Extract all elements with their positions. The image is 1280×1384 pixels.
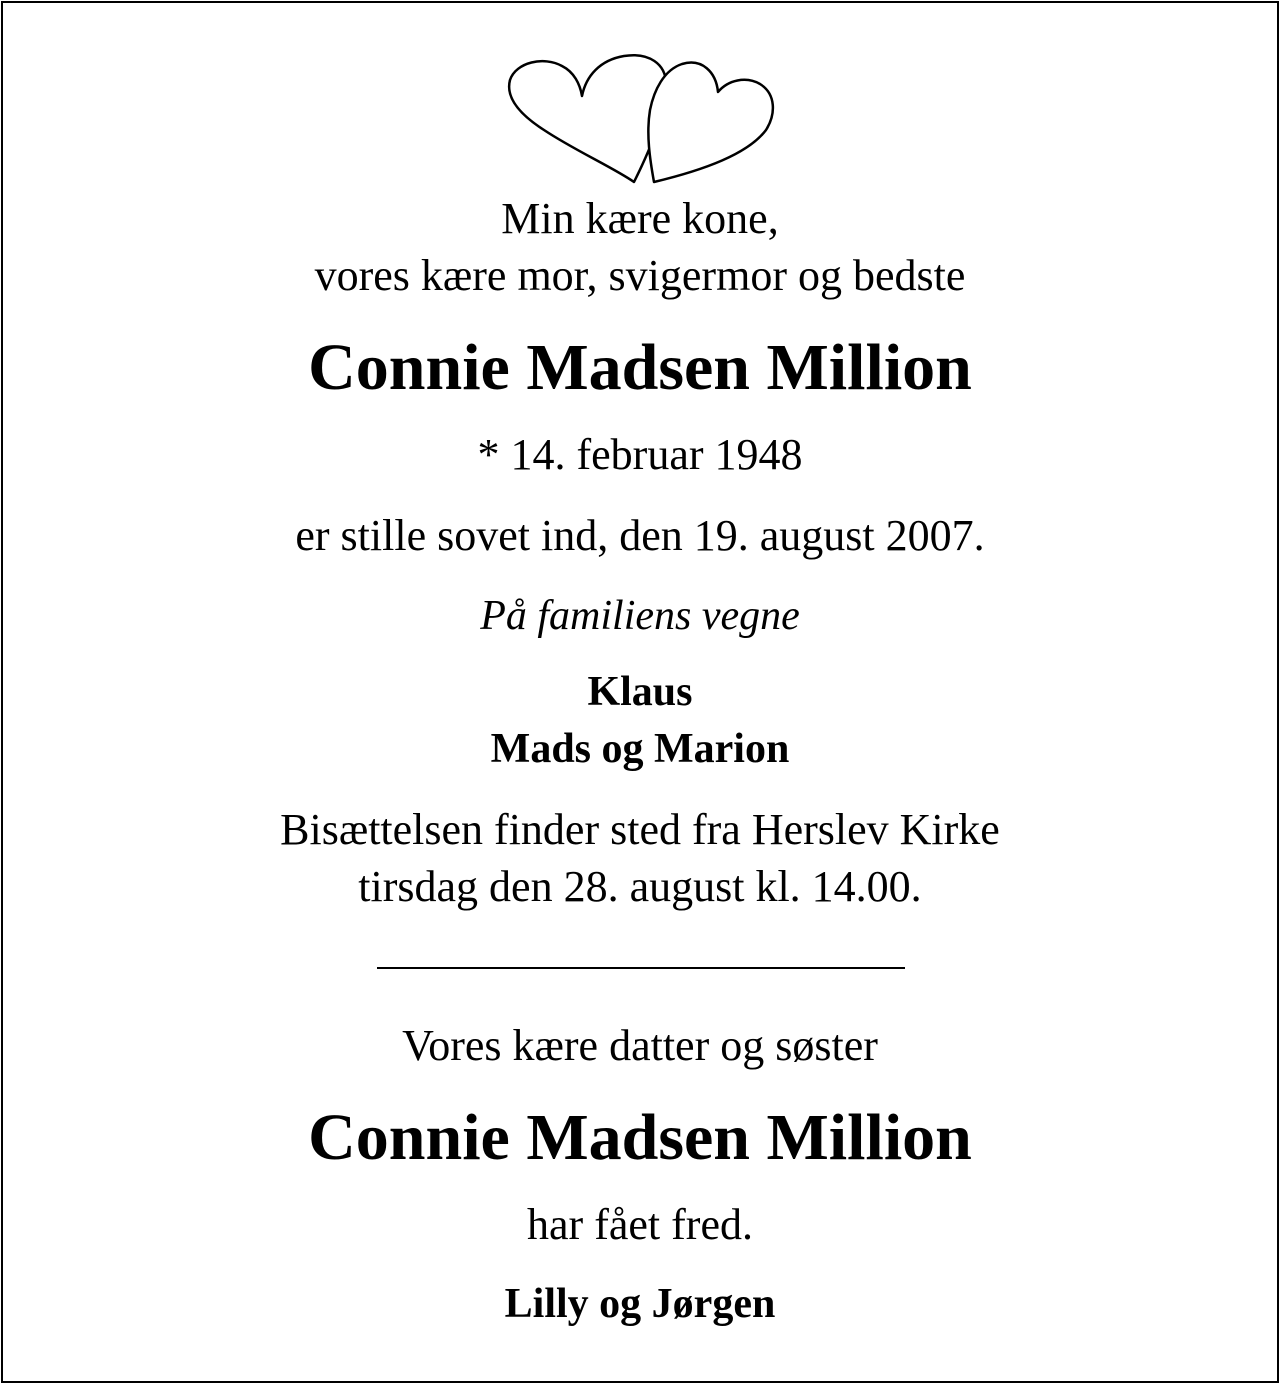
second-intro: Vores kære datter og søster <box>402 1021 878 1070</box>
funeral-line-2: tirsdag den 28. august kl. 14.00. <box>358 862 922 911</box>
intro-line-1: Min kære kone, <box>501 194 779 243</box>
death-date: er stille sovet ind, den 19. august 2007. <box>295 511 985 560</box>
funeral-line-1: Bisættelsen finder sted fra Herslev Kirke <box>280 805 1000 854</box>
second-message: har fået fred. <box>527 1200 753 1249</box>
second-deceased-name: Connie Madsen Million <box>308 1101 972 1174</box>
divider <box>377 967 905 969</box>
second-signers: Lilly og Jørgen <box>504 1281 776 1327</box>
deceased-name: Connie Madsen Million <box>308 331 972 404</box>
signers-line-1: Klaus <box>587 669 693 715</box>
on-behalf-text: På familiens vegne <box>480 593 800 639</box>
two-hearts-icon <box>504 50 780 190</box>
birth-date: * 14. februar 1948 <box>477 430 803 479</box>
intro-line-2: vores kære mor, svigermor og bedste <box>314 251 966 300</box>
signers-line-2: Mads og Marion <box>490 726 790 772</box>
